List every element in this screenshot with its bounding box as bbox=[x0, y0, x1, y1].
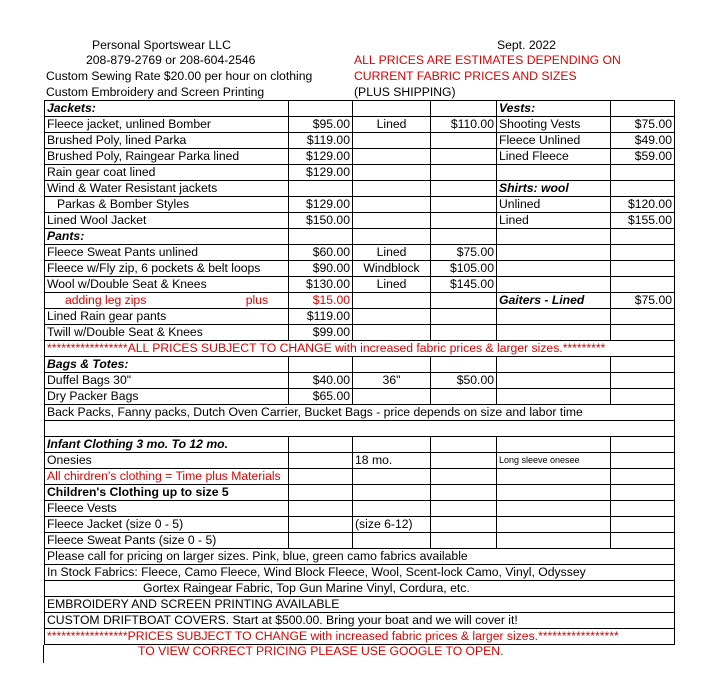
fabrics-note: In Stock Fabrics: Fleece, Camo Fleece, Wind Block Fleece, Wool, Scent-lock Camo, Vinyl, Odyssey bbox=[45, 565, 675, 581]
item-name: Brushed Poly, lined Parka bbox=[45, 133, 289, 149]
table-row bbox=[45, 565, 675, 581]
childrens-pricing-note: All chirdren's clothing = Time plus Materials bbox=[45, 469, 289, 485]
table-row bbox=[45, 229, 675, 245]
google-pricing-note: TO VIEW CORRECT PRICING PLEASE USE GOOGLE TO OPEN. bbox=[138, 644, 504, 658]
gaiters-title: Gaiters - Lined bbox=[497, 293, 611, 309]
price-change-notice: *****************ALL PRICES SUBJECT TO CHANGE with increased fabric prices & larger sizes.********* bbox=[45, 341, 675, 357]
shirt-price: $120.00 bbox=[611, 197, 675, 213]
bags-note: Back Packs, Fanny packs, Dutch Oven Carrier, Bucket Bags - price depends on size and labor time bbox=[45, 405, 675, 421]
company-name: Personal Sportswear LLC bbox=[92, 38, 231, 52]
item-name: Parkas & Bomber Styles bbox=[45, 197, 289, 213]
item-name: Duffel Bags 30" bbox=[45, 373, 289, 389]
item-name bbox=[45, 293, 289, 309]
item-name: Dry Packer Bags bbox=[45, 389, 289, 405]
notice-line-1: ALL PRICES ARE ESTIMATES DEPENDING ON bbox=[354, 53, 621, 67]
vest-name: Lined Fleece bbox=[497, 149, 611, 165]
table-row bbox=[45, 517, 675, 533]
table-row bbox=[45, 293, 675, 309]
item-name: Fleece Jacket (size 0 - 5) bbox=[45, 517, 289, 533]
table-row bbox=[45, 341, 675, 357]
bags-title: Bags & Totes: bbox=[45, 357, 289, 373]
table-row bbox=[45, 213, 675, 229]
table-row bbox=[45, 181, 675, 197]
table-row bbox=[45, 165, 675, 181]
table-row bbox=[45, 405, 675, 421]
table-row bbox=[45, 197, 675, 213]
item-price: $129.00 bbox=[289, 197, 353, 213]
item-option: Lined bbox=[353, 245, 431, 261]
vest-name: Shooting Vests bbox=[497, 117, 611, 133]
infant-title: Infant Clothing 3 mo. To 12 mo. bbox=[45, 437, 289, 453]
company-phones: 208-879-2769 or 208-604-2546 bbox=[86, 53, 256, 67]
option-price: $105.00 bbox=[431, 261, 497, 277]
table-row bbox=[45, 629, 675, 645]
option-price: $110.00 bbox=[431, 117, 497, 133]
price-list-date: Sept. 2022 bbox=[497, 38, 556, 52]
item-price: $90.00 bbox=[289, 261, 353, 277]
plus-label: plus bbox=[245, 293, 269, 307]
vest-price: $75.00 bbox=[611, 117, 675, 133]
notice-line-2: CURRENT FABRIC PRICES AND SIZES bbox=[354, 69, 577, 83]
larger-sizes-note: Please call for pricing on larger sizes. Pink, blue, green camo fabrics available bbox=[45, 549, 675, 565]
table-row bbox=[45, 533, 675, 549]
table-row bbox=[45, 373, 675, 389]
item-price: $60.00 bbox=[289, 245, 353, 261]
item-name: Wool w/Double Seat & Knees bbox=[45, 277, 289, 293]
shirt-name: Unlined bbox=[497, 197, 611, 213]
item-price: $95.00 bbox=[289, 117, 353, 133]
fabrics-note-cont: Gortex Raingear Fabric, Top Gun Marine Vinyl, Cordura, etc. bbox=[45, 581, 675, 597]
item-name: Fleece w/Fly zip, 6 pockets & belt loops bbox=[45, 261, 289, 277]
item-name: Fleece Sweat Pants unlined bbox=[45, 245, 289, 261]
item-option: 18 mo. bbox=[353, 453, 431, 469]
item-name: Lined Wool Jacket bbox=[45, 213, 289, 229]
table-row bbox=[45, 549, 675, 565]
price-table bbox=[44, 100, 675, 645]
item-name: Brushed Poly, Raingear Parka lined bbox=[45, 149, 289, 165]
option-price: $145.00 bbox=[431, 277, 497, 293]
table-row bbox=[45, 101, 675, 117]
item-price: $150.00 bbox=[289, 213, 353, 229]
embroidery-note: EMBROIDERY AND SCREEN PRINTING AVAILABLE bbox=[45, 597, 675, 613]
table-row bbox=[45, 325, 675, 341]
item-price: $129.00 bbox=[289, 165, 353, 181]
leg-zips-label: adding leg zips bbox=[65, 293, 147, 307]
table-row bbox=[45, 581, 675, 597]
long-sleeve-onesee: Long sleeve onesee bbox=[497, 453, 611, 469]
table-row bbox=[45, 261, 675, 277]
table-row bbox=[45, 501, 675, 517]
table-row bbox=[45, 421, 675, 437]
shirt-name: Lined bbox=[497, 213, 611, 229]
item-name: Wind & Water Resistant jackets bbox=[45, 181, 289, 197]
table-row bbox=[45, 277, 675, 293]
item-price: $129.00 bbox=[289, 149, 353, 165]
item-name: Twill w/Double Seat & Knees bbox=[45, 325, 289, 341]
shirt-price: $155.00 bbox=[611, 213, 675, 229]
table-row bbox=[45, 389, 675, 405]
table-row bbox=[45, 133, 675, 149]
table-row bbox=[45, 245, 675, 261]
table-row bbox=[45, 437, 675, 453]
left-border-tail bbox=[43, 645, 44, 663]
children-title: Children's Clothing up to size 5 bbox=[45, 485, 289, 501]
item-price: $130.00 bbox=[289, 277, 353, 293]
sewing-rate: Custom Sewing Rate $20.00 per hour on clothing bbox=[46, 69, 313, 83]
vest-price: $59.00 bbox=[611, 149, 675, 165]
notice-line-3: (PLUS SHIPPING) bbox=[354, 85, 456, 99]
gaiters-price: $75.00 bbox=[611, 293, 675, 309]
table-row bbox=[45, 597, 675, 613]
jackets-title: Jackets: bbox=[45, 101, 289, 117]
item-name: Fleece Vests bbox=[45, 501, 289, 517]
table-row bbox=[45, 613, 675, 629]
driftboat-note: CUSTOM DRIFTBOAT COVERS. Start at $500.00. Bring your boat and we will cover it! bbox=[45, 613, 675, 629]
item-name: Rain gear coat lined bbox=[45, 165, 289, 181]
item-name: Fleece jacket, unlined Bomber bbox=[45, 117, 289, 133]
item-option: Lined bbox=[353, 117, 431, 133]
item-name: Lined Rain gear pants bbox=[45, 309, 289, 325]
item-option: Windblock bbox=[353, 261, 431, 277]
embroidery-header: Custom Embroidery and Screen Printing bbox=[46, 85, 265, 99]
vests-title: Vests: bbox=[497, 101, 611, 117]
item-price: $40.00 bbox=[289, 373, 353, 389]
item-price: $65.00 bbox=[289, 389, 353, 405]
table-row bbox=[45, 485, 675, 501]
vest-price: $49.00 bbox=[611, 133, 675, 149]
table-row bbox=[45, 149, 675, 165]
item-option: 36" bbox=[353, 373, 431, 389]
option-price: $50.00 bbox=[431, 373, 497, 389]
item-price: $119.00 bbox=[289, 309, 353, 325]
item-price: $119.00 bbox=[289, 133, 353, 149]
vest-name: Fleece Unlined bbox=[497, 133, 611, 149]
item-price: $15.00 bbox=[289, 293, 353, 309]
table-row bbox=[45, 309, 675, 325]
table-row bbox=[45, 357, 675, 373]
item-option: (size 6-12) bbox=[353, 517, 431, 533]
option-price: $75.00 bbox=[431, 245, 497, 261]
item-price: $99.00 bbox=[289, 325, 353, 341]
pants-title: Pants: bbox=[45, 229, 289, 245]
item-name: Onesies bbox=[45, 453, 289, 469]
item-name: Fleece Sweat Pants (size 0 - 5) bbox=[45, 533, 289, 549]
item-option: Lined bbox=[353, 277, 431, 293]
table-row bbox=[45, 469, 675, 485]
table-row bbox=[45, 453, 675, 469]
table-row bbox=[45, 117, 675, 133]
price-change-notice-2: *****************PRICES SUBJECT TO CHANGE with increased fabric prices & larger sizes.***************** bbox=[45, 629, 675, 645]
shirts-title: Shirts: wool bbox=[497, 181, 611, 197]
